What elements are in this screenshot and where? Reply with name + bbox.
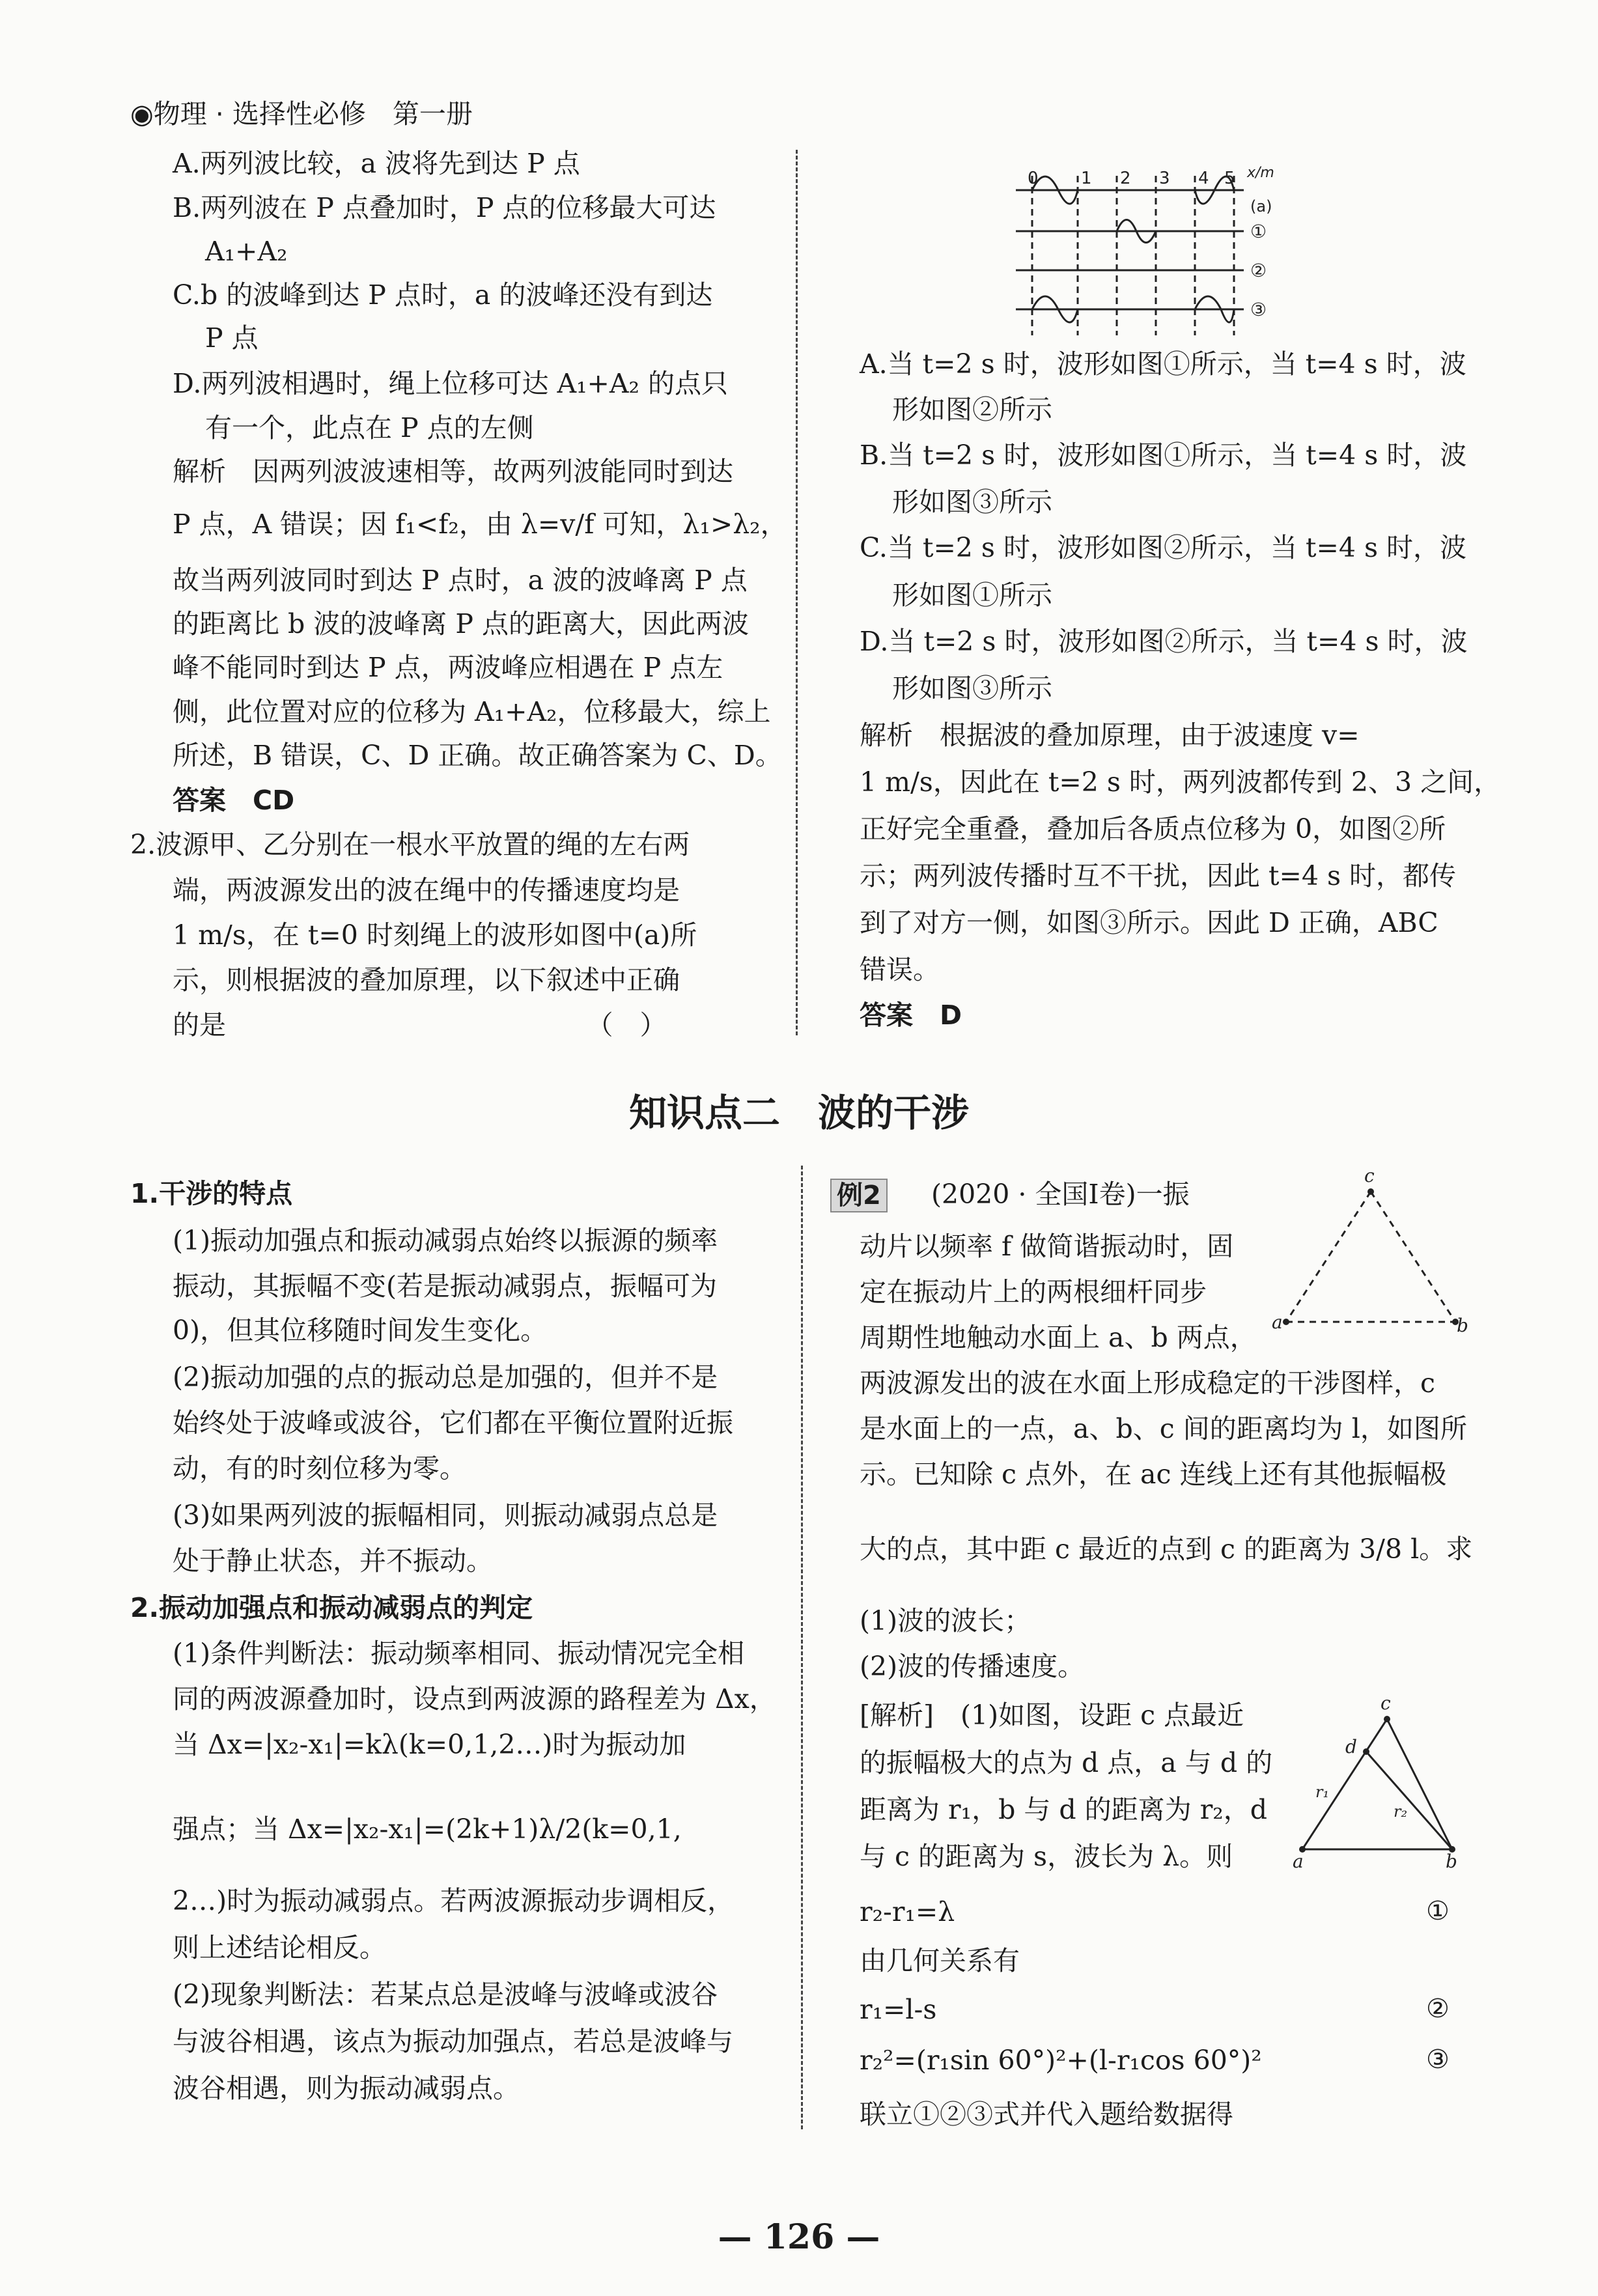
body-line: (2)振动加强的点的振动总是加强的，但并不是 [173, 1362, 718, 1393]
option-c-cont: P 点 [205, 322, 259, 354]
analysis-line: 峰不能同时到达 P 点，两波峰应相遇在 P 点左 [173, 652, 723, 683]
vertex-label-a: a [1272, 1311, 1283, 1333]
vertex-label-c: c [1364, 1165, 1375, 1186]
body-line: 振动，其振幅不变(若是振动减弱点，振幅可为 [173, 1270, 717, 1302]
tick-label: 3 [1159, 169, 1170, 188]
example-line: 两波源发出的波在水面上形成稳定的干涉图样，c [860, 1367, 1435, 1399]
solution-line: 的振幅极大的点为 d 点，a 与 d 的 [860, 1747, 1273, 1778]
example-line: 动片以频率 f 做简谐振动时，固 [860, 1231, 1234, 1262]
running-header: ◉物理 · 选择性必修 第一册 [130, 98, 473, 130]
body-line: 0)，但其位移随时间发生变化。 [173, 1315, 548, 1346]
option-b: B.两列波在 P 点叠加时，P 点的位移最大可达 [173, 192, 716, 223]
option-c-cont: 形如图①所示 [892, 580, 1052, 611]
analysis-line: 解析 因两列波波速相等，故两列波能同时到达 [173, 456, 733, 487]
eq-number: ① [1426, 1896, 1450, 1926]
option-a: A.当 t=2 s 时，波形如图①所示，当 t=4 s 时，波 [860, 348, 1466, 380]
body-line: 波谷相遇，则为振动减弱点。 [173, 2073, 520, 2104]
subheading-1: 1.干涉的特点 [130, 1178, 293, 1209]
option-d: D.当 t=2 s 时，波形如图②所示，当 t=4 s 时，波 [860, 626, 1468, 657]
row-label-a: (a) [1250, 197, 1272, 216]
body-line: 强点；当 Δx=|x₂-x₁|=(2k+1)λ/2(k=0,1, [173, 1813, 682, 1845]
tick-label: 1 [1081, 169, 1092, 188]
analysis-line: 的距离比 b 波的波峰离 P 点的距离大，因此两波 [173, 608, 749, 639]
equation-2: r₁=l-s [860, 1994, 937, 2025]
body-line: (2)现象判断法：若某点总是波峰与波峰或波谷 [173, 1979, 718, 2010]
analysis-line: 错误。 [860, 954, 940, 985]
segment-label-r2: r₂ [1394, 1802, 1408, 1821]
option-d-cont: 有一个，此点在 P 点的左侧 [205, 412, 534, 443]
body-line: 当 Δx=|x₂-x₁|=kλ(k=0,1,2…)时为振动加 [173, 1729, 686, 1760]
eq-number: ② [1426, 1994, 1450, 2024]
tick-label: 0 [1028, 169, 1039, 188]
question-part: (1)波的波长； [860, 1605, 1031, 1636]
vertex-label-a: a [1293, 1851, 1304, 1872]
option-a-cont: 形如图②所示 [892, 394, 1052, 425]
vertex-label-d: d [1345, 1736, 1357, 1757]
solution-line: [解析] (1)如图，设距 c 点最近 [860, 1700, 1244, 1731]
body-line: 始终处于波峰或波谷，它们都在平衡位置附近振 [173, 1407, 733, 1438]
option-a: A.两列波比较，a 波将先到达 P 点 [173, 148, 580, 179]
tick-label: 5 [1224, 169, 1235, 188]
example-line: (2020 · 全国Ⅰ卷)一振 [931, 1179, 1190, 1210]
question-2: 2.波源甲、乙分别在一根水平放置的绳的左右两 [130, 829, 690, 860]
example-line: 大的点，其中距 c 最近的点到 c 的距离为 3/8 l。求 [860, 1533, 1473, 1565]
solution-line: 距离为 r₁，b 与 d 的距离为 r₂，d [860, 1794, 1267, 1825]
body-line: (1)振动加强点和振动减弱点始终以振源的频率 [173, 1225, 718, 1256]
example-line: 周期性地触动水面上 a、b 两点， [860, 1322, 1257, 1353]
body-line: 则上述结论相反。 [173, 1932, 386, 1963]
example-line: 定在振动片上的两根细杆同步 [860, 1276, 1207, 1308]
question-2-line: 端，两波源发出的波在绳中的传播速度均是 [173, 875, 680, 906]
body-line: 同的两波源叠加时，设点到两波源的路程差为 Δx， [173, 1683, 776, 1715]
analysis-line: P 点，A 错误；因 f₁<f₂，由 λ=v/f 可知，λ₁>λ₂， [173, 509, 787, 540]
tick-label: 2 [1120, 169, 1131, 188]
analysis-line: 示；两列波传播时互不干扰，因此 t=4 s 时，都传 [860, 860, 1457, 891]
body-line: 与波谷相遇，该点为振动加强点，若总是波峰与 [173, 2026, 733, 2057]
equation-1: r₂-r₁=λ [860, 1896, 955, 1927]
example-line: 是水面上的一点，a、b、c 间的距离均为 l，如图所 [860, 1413, 1467, 1444]
question-2-line: 1 m/s，在 t=0 时刻绳上的波形如图中(a)所 [173, 919, 697, 951]
segment-label-r1: r₁ [1315, 1783, 1330, 1801]
eq-number: ③ [1426, 2045, 1450, 2075]
column-divider [796, 150, 798, 1035]
axis-label: x/m [1247, 165, 1274, 181]
example-tag-label: 例2 [830, 1179, 888, 1212]
option-c: C.b 的波峰到达 P 点时，a 的波峰还没有到达 [173, 279, 713, 311]
column-divider [801, 1166, 803, 2129]
option-d-cont: 形如图③所示 [892, 673, 1052, 704]
analysis-line: 侧，此位置对应的位移为 A₁+A₂，位移最大，综上 [173, 696, 771, 727]
triangle-diagram-2 [1289, 1692, 1459, 1872]
answer-2: 答案 D [860, 1000, 962, 1031]
triangle-diagram [1273, 1166, 1468, 1341]
body-line: 处于静止状态，并不振动。 [173, 1545, 493, 1576]
analysis-line: 所述，B 错误，C、D 正确。故正确答案为 C、D。 [173, 740, 782, 771]
section-title: 知识点二 波的干涉 [628, 1091, 969, 1135]
question-part: (2)波的传播速度。 [860, 1651, 1085, 1682]
analysis-line: 到了对方一侧，如图③所示。因此 D 正确，ABC [860, 907, 1438, 938]
option-c: C.当 t=2 s 时，波形如图②所示，当 t=4 s 时，波 [860, 532, 1467, 563]
body-line: (3)如果两列波的振幅相同，则振动减弱点总是 [173, 1500, 718, 1531]
tick-label: 4 [1198, 169, 1209, 188]
page-number: — 126 — [718, 2217, 880, 2257]
row-label-3: ③ [1250, 299, 1267, 320]
solution-line: 联立①②③式并代入题给数据得 [860, 2099, 1233, 2130]
vertex-label-c: c [1381, 1692, 1391, 1714]
wave-figure [1016, 163, 1289, 339]
option-b-cont: A₁+A₂ [205, 236, 288, 267]
analysis-line: 故当两列波同时到达 P 点时，a 波的波峰离 P 点 [173, 565, 748, 596]
equation-3: r₂²=(r₁sin 60°)²+(l-r₁cos 60°)² [860, 2045, 1262, 2076]
analysis-line: 正好完全重叠，叠加后各质点位移为 0，如图②所 [860, 813, 1446, 845]
option-b-cont: 形如图③所示 [892, 486, 1052, 518]
analysis-line: 解析 根据波的叠加原理，由于波速度 v= [860, 720, 1360, 751]
body-line: 2…)时为振动减弱点。若两波源振动步调相反， [173, 1885, 735, 1916]
subheading-2: 2.振动加强点和振动减弱点的判定 [130, 1592, 533, 1623]
solution-line: 由几何关系有 [860, 1945, 1020, 1976]
example-line: 示。已知除 c 点外，在 ac 连线上还有其他振幅极 [860, 1459, 1447, 1490]
row-label-2: ② [1250, 260, 1267, 281]
example-tag [830, 1179, 888, 1212]
body-line: (1)条件判断法：振动频率相同、振动情况完全相 [173, 1638, 745, 1669]
body-line: 动，有的时刻位移为零。 [173, 1453, 466, 1484]
vertex-label-b: b [1446, 1851, 1457, 1872]
option-d: D.两列波相遇时，绳上位移可达 A₁+A₂ 的点只 [173, 368, 728, 399]
vertex-label-b: b [1457, 1315, 1468, 1336]
solution-line: 与 c 的距离为 s，波长为 λ。则 [860, 1841, 1233, 1872]
analysis-line: 1 m/s，因此在 t=2 s 时，两列波都传到 2、3 之间， [860, 766, 1501, 798]
option-b: B.当 t=2 s 时，波形如图①所示，当 t=4 s 时，波 [860, 440, 1467, 471]
row-label-1: ① [1250, 221, 1267, 242]
answer-1: 答案 CD [173, 785, 295, 816]
question-2-line: 示，则根据波的叠加原理，以下叙述中正确 [173, 964, 680, 996]
question-2-line: 的是 （ ） [173, 1009, 667, 1041]
